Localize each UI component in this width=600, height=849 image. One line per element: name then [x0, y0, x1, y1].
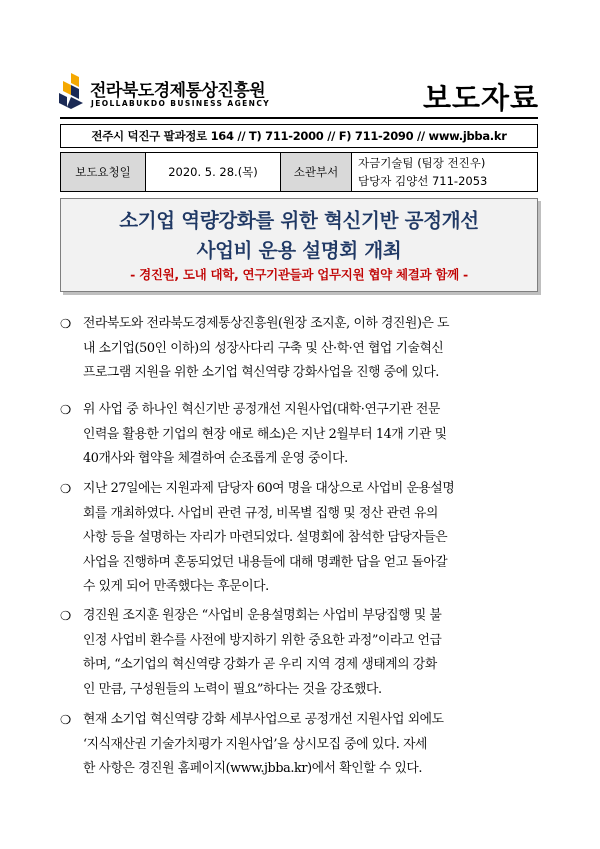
paragraph-line: 한 사항은 경진원 홈페이지(www.jbba.kr)에서 확인할 수 있다.: [83, 761, 423, 776]
release-meta-table: [60, 152, 538, 192]
paragraph-line: 전라북도와 전라북도경제통상진흥원(원장 조지훈, 이하 경진원)은 도: [83, 316, 450, 331]
paragraph-line: 인력을 활용한 기업의 현장 애로 해소)은 지난 2월부터 14개 기관 및: [83, 426, 447, 442]
bullet-icon: ❍: [60, 402, 72, 417]
bullet-icon: ❍: [60, 712, 72, 727]
org-name-english: JEOLLABUKDO BUSINESS AGENCY: [91, 99, 271, 108]
contact-info: 전주시 덕진구 팔과정로 164 // T) 711-2000 // F) 711-2090 // www.jbba.kr: [60, 124, 538, 148]
paragraph-line: 사항 등을 설명하는 자리가 마련되었다. 설명회에 참석한 담당자들은: [83, 530, 448, 545]
paragraph-line: 수 있게 되어 만족했다는 후문이다.: [83, 579, 269, 594]
paragraph-line: 인 만큼, 구성원들의 노력이 필요”하다는 것을 강조했다.: [83, 681, 382, 697]
paragraph-line: 위 사업 중 하나인 혁신기반 공정개선 지원사업(대학·연구기관 전문: [83, 402, 440, 417]
headline-title-line2: 사업비 운용 설명회 개최: [196, 239, 402, 262]
department-team: 자금기술팀 (팀장 전진우): [358, 156, 486, 170]
headline-title-line1: 소기업 역량강화를 위한 혁신기반 공정개선: [119, 209, 479, 232]
department-contact: 담당자 김양선 711-2053: [358, 174, 488, 188]
bullet-icon: ❍: [60, 608, 72, 623]
org-name: 전라북도경제통상진흥원: [90, 81, 266, 101]
paragraph-line: 하며, “소기업의 혁신역량 강화가 곧 우리 지역 경제 생태계의 강화: [83, 657, 437, 672]
paragraph-line: ‘지식재산권 기술가치평가 지원사업’을 상시모집 중에 있다. 자세: [83, 736, 428, 752]
paragraph-line: 지난 27일에는 지원과제 담당자 60여 명을 대상으로 사업비 운용설명: [83, 481, 455, 496]
request-date-value: 2020. 5. 28.(목): [146, 153, 281, 192]
paragraph-line: 경진원 조지훈 원장은 “사업비 운용설명회는 사업비 부당집행 및 불: [83, 608, 442, 623]
paragraph-line: 사업을 진행하며 혼동되었던 내용들에 대해 명쾌한 답을 얻고 돌아갈: [83, 554, 448, 570]
department-value: [352, 153, 538, 192]
paragraph-line: 프로그램 지원을 위한 소기업 혁신역량 강화사업을 진행 중에 있다.: [83, 365, 439, 380]
bullet-icon: ❍: [60, 481, 72, 496]
agency-logo-icon: [57, 73, 87, 109]
paragraph-line: 회를 개최하였다. 사업비 관련 규정, 비목별 집행 및 정산 관련 유의: [83, 505, 439, 521]
headline-subtitle: - 경진원, 도내 대학, 연구기관들과 업무지원 협약 체결과 함께 -: [130, 267, 468, 282]
bullet-icon: ❍: [60, 316, 72, 331]
headline-box: [60, 198, 538, 292]
request-date-label: 보도요청일: [61, 153, 146, 192]
paragraph-line: 내 소기업(50인 이하)의 성장사다리 구축 및 산·학·연 협업 기술혁신: [83, 340, 444, 356]
header-divider: [60, 117, 538, 119]
paragraph-line: 현재 소기업 혁신역량 강화 세부사업으로 공정개선 지원사업 외에도: [83, 712, 444, 727]
department-label: 소관부서: [281, 153, 352, 192]
paragraph-line: 인정 사업비 환수를 사전에 방지하기 위한 중요한 과정”이라고 언급: [83, 632, 442, 648]
press-release-label: 보도자료: [422, 81, 539, 115]
paragraph-line: 40개사와 협약을 체결하여 순조롭게 운영 중이다.: [83, 451, 348, 466]
